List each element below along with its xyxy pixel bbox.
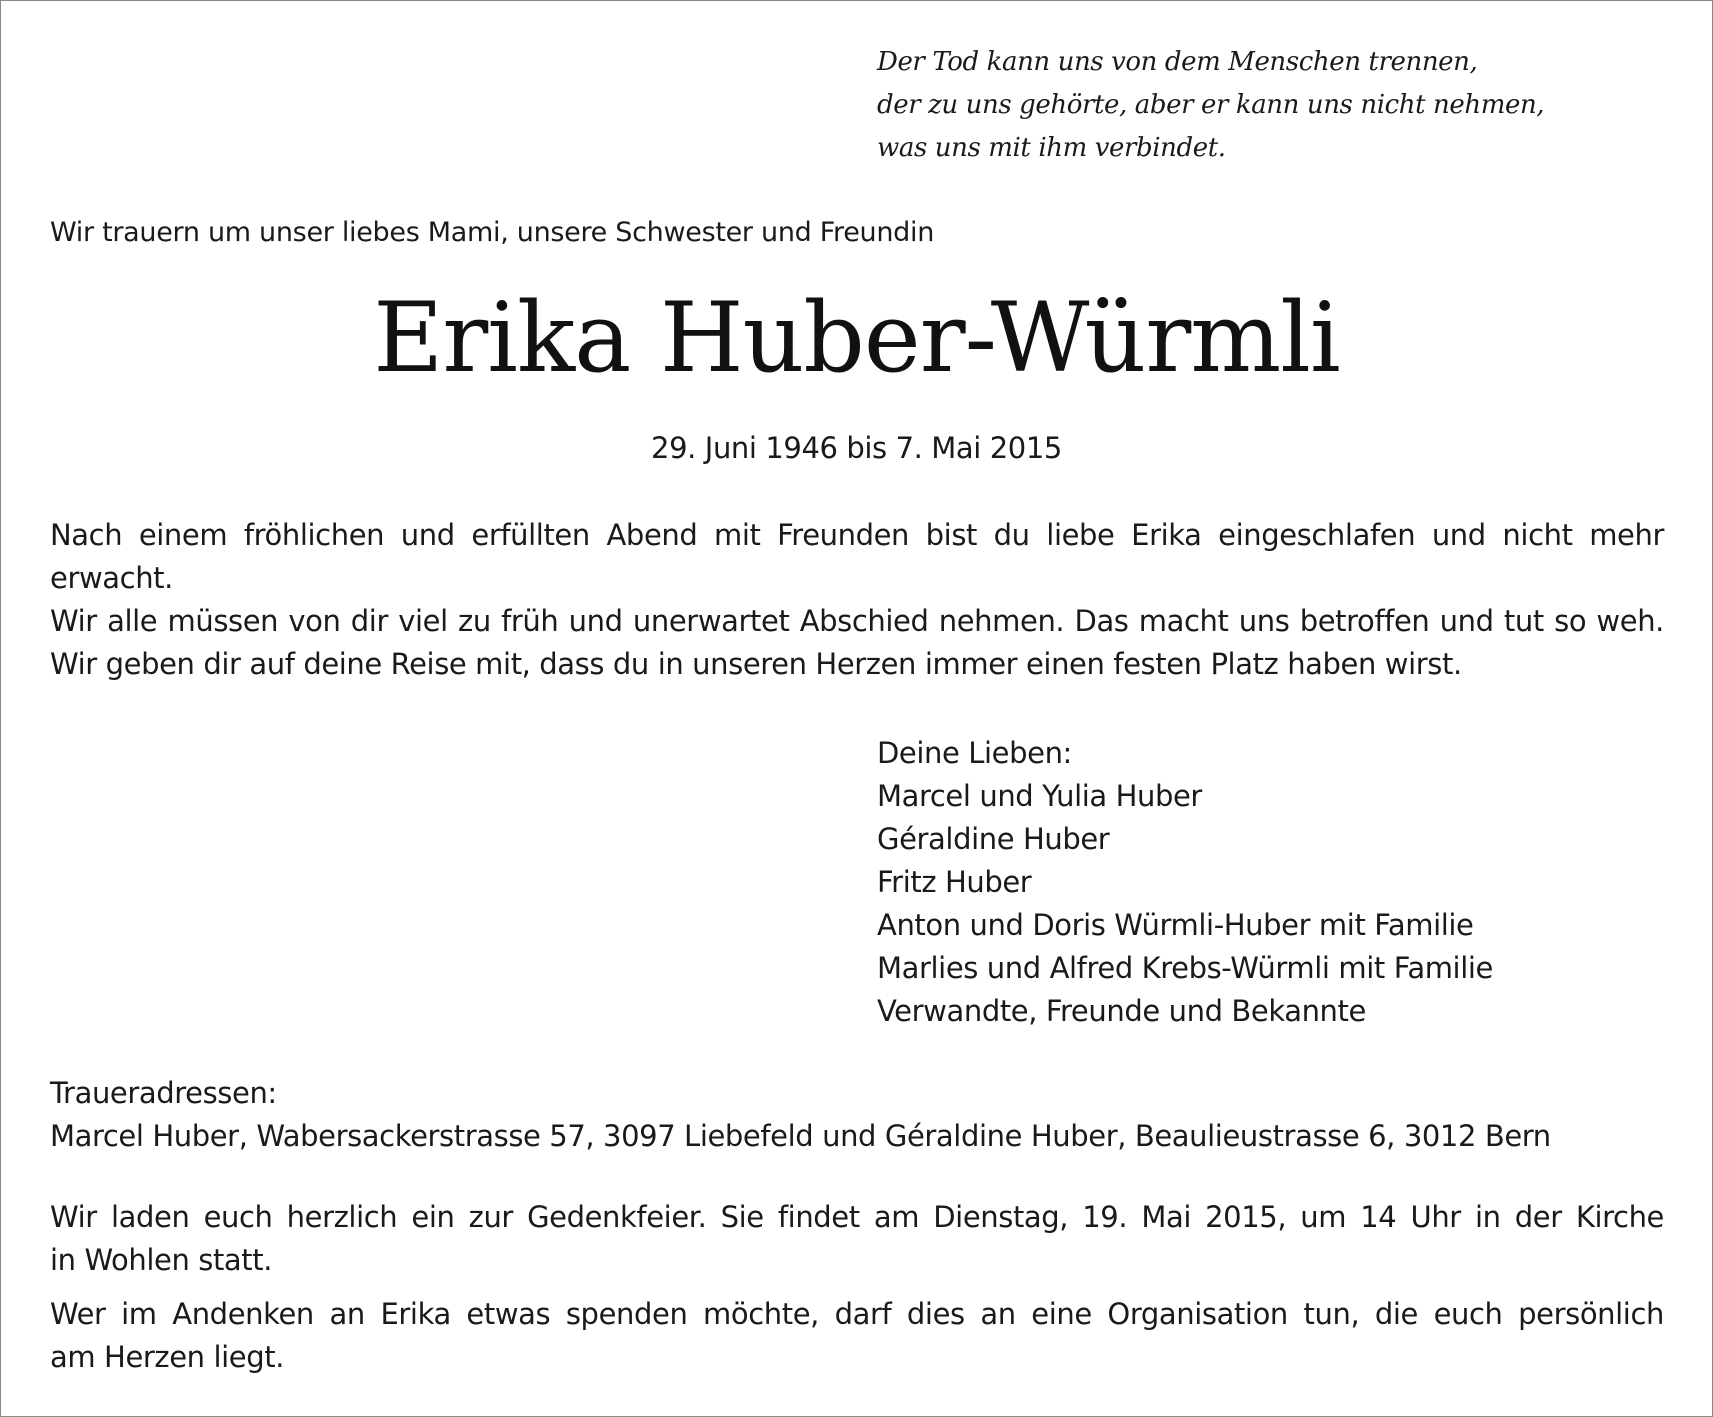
message-text bbox=[50, 514, 1664, 686]
mourners-heading: Deine Lieben: bbox=[877, 736, 1072, 770]
quote-line: der zu uns gehörte, aber er kann uns nicht nehmen, bbox=[877, 90, 1545, 120]
mourner-name: Verwandte, Freunde und Bekannte bbox=[877, 994, 1366, 1028]
ceremony-line: in Wohlen statt. bbox=[50, 1243, 273, 1277]
mourners-list bbox=[877, 732, 1493, 1033]
donation-note bbox=[50, 1293, 1664, 1379]
intro-text: Wir trauern um unser liebes Mami, unsere Schwester und Freundin bbox=[50, 217, 935, 248]
memorial-quote bbox=[877, 41, 1544, 170]
mourning-addresses bbox=[50, 1072, 1551, 1158]
mourner-name: Anton und Doris Würmli-Huber mit Familie bbox=[877, 908, 1474, 942]
donation-line: Wer im Andenken an Erika etwas spenden möchte, darf dies an eine Organisation tun, die euch persönlich bbox=[50, 1297, 1664, 1331]
addresses-heading: Traueradressen: bbox=[50, 1076, 277, 1110]
addresses-text: Marcel Huber, Wabersackerstrasse 57, 3097 Liebefeld und Géraldine Huber, Beaulieustrasse 6, 3012 Bern bbox=[50, 1119, 1551, 1153]
message-line: Wir alle müssen von dir viel zu früh und unerwartet Abschied nehmen. Das macht uns betroffen und tut so weh. bbox=[50, 604, 1664, 638]
mourner-name: Géraldine Huber bbox=[877, 822, 1110, 856]
quote-line: was uns mit ihm verbindet. bbox=[877, 133, 1226, 163]
mourner-name: Marlies und Alfred Krebs-Würmli mit Familie bbox=[877, 951, 1493, 985]
ceremony-line: Wir laden euch herzlich ein zur Gedenkfeier. Sie findet am Dienstag, 19. Mai 2015, um 14 Uhr in der Kirche bbox=[50, 1200, 1664, 1234]
quote-line: Der Tod kann uns von dem Menschen trennen, bbox=[877, 47, 1478, 77]
donation-line: am Herzen liegt. bbox=[50, 1340, 285, 1374]
message-line: erwacht. bbox=[50, 561, 173, 595]
life-dates: 29. Juni 1946 bis 7. Mai 2015 bbox=[651, 431, 1062, 465]
mourner-name: Fritz Huber bbox=[877, 865, 1032, 899]
ceremony-invitation bbox=[50, 1196, 1664, 1282]
message-line: Nach einem fröhlichen und erfüllten Abend mit Freunden bist du liebe Erika eingeschlafen und nicht mehr bbox=[50, 518, 1664, 552]
deceased-name: Erika Huber-Würmli bbox=[373, 282, 1340, 394]
mourner-name: Marcel und Yulia Huber bbox=[877, 779, 1202, 813]
message-line: Wir geben dir auf deine Reise mit, dass du in unseren Herzen immer einen festen Platz haben wirst. bbox=[50, 647, 1462, 681]
